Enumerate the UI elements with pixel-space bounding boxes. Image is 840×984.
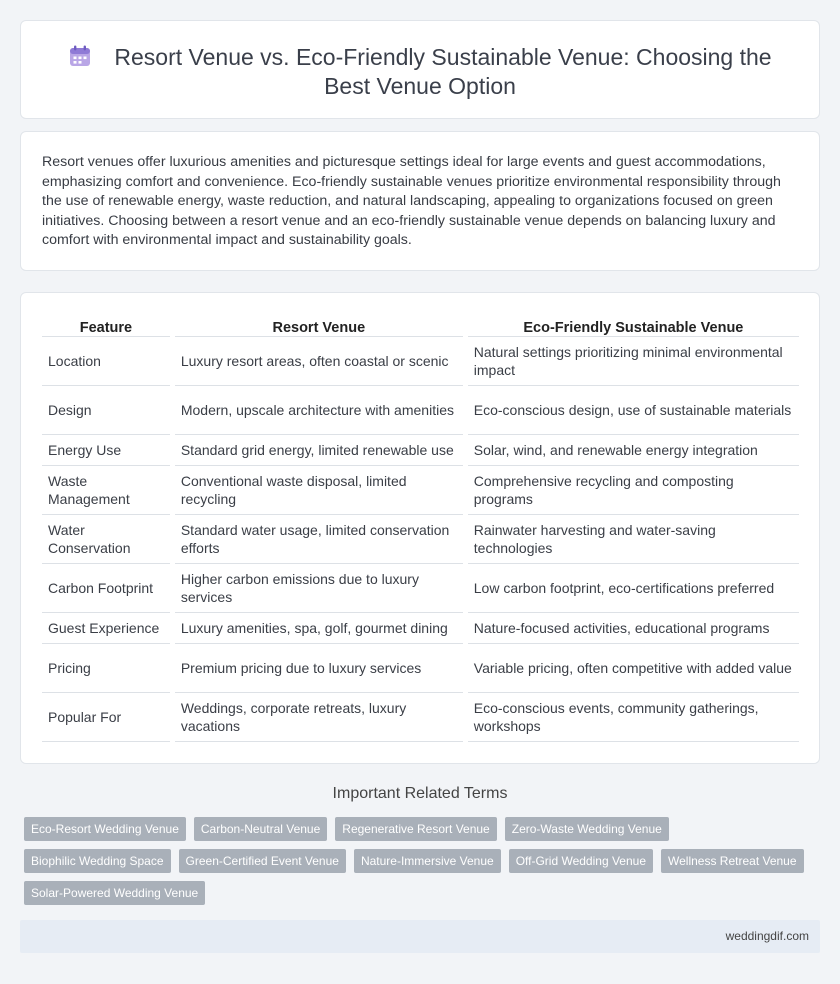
page-title: Resort Venue vs. Eco-Friendly Sustainable Venue: Choosing the Best Venue Option [114, 44, 772, 99]
table-row [42, 515, 799, 564]
eco-cell: Nature-focused activities, educational programs [468, 613, 799, 644]
related-term-tag[interactable]: Nature-Immersive Venue [354, 849, 501, 873]
table-row [42, 644, 799, 693]
feature-cell: Design [42, 386, 170, 435]
feature-cell: Guest Experience [42, 613, 170, 644]
feature-cell: Carbon Footprint [42, 564, 170, 613]
eco-cell: Eco-conscious design, use of sustainable materials [468, 386, 799, 435]
resort-cell: Standard water usage, limited conservation efforts [175, 515, 463, 564]
feature-cell: Popular For [42, 693, 170, 742]
header-eco-venue: Eco-Friendly Sustainable Venue [468, 315, 799, 337]
intro-card [20, 131, 820, 271]
feature-cell: Pricing [42, 644, 170, 693]
comparison-card [20, 292, 820, 764]
eco-cell: Low carbon footprint, eco-certifications preferred [468, 564, 799, 613]
header-resort-venue: Resort Venue [175, 315, 463, 337]
related-term-tag[interactable]: Regenerative Resort Venue [335, 817, 496, 841]
table-row [42, 613, 799, 644]
resort-cell: Modern, upscale architecture with amenities [175, 386, 463, 435]
related-term-tag[interactable]: Biophilic Wedding Space [24, 849, 171, 873]
header-card [20, 20, 820, 119]
table-row [42, 435, 799, 466]
table-row [42, 337, 799, 386]
resort-cell: Luxury amenities, spa, golf, gourmet dining [175, 613, 463, 644]
resort-cell: Conventional waste disposal, limited recycling [175, 466, 463, 515]
table-row [42, 693, 799, 742]
header-feature: Feature [42, 315, 170, 337]
related-terms-title: Important Related Terms [332, 785, 508, 802]
page-title-row [21, 43, 819, 101]
related-term-tag[interactable]: Zero-Waste Wedding Venue [505, 817, 669, 841]
related-term-tag[interactable]: Green-Certified Event Venue [179, 849, 346, 873]
resort-cell: Weddings, corporate retreats, luxury vacations [175, 693, 463, 742]
table-row [42, 386, 799, 435]
table-row [42, 466, 799, 515]
feature-cell: Energy Use [42, 435, 170, 466]
eco-cell: Eco-conscious events, community gatherings, workshops [468, 693, 799, 742]
eco-cell: Comprehensive recycling and composting programs [468, 466, 799, 515]
related-term-tag[interactable]: Carbon-Neutral Venue [194, 817, 327, 841]
eco-cell: Natural settings prioritizing minimal environmental impact [468, 337, 799, 386]
feature-cell: Waste Management [42, 466, 170, 515]
related-terms-tags [24, 817, 816, 905]
eco-cell: Rainwater harvesting and water-saving technologies [468, 515, 799, 564]
intro-paragraph: Resort venues offer luxurious amenities and picturesque settings ideal for large events and guest accommodations, emphasizing comfort and convenience. Eco-friendly sustainable venues prioritize environmental responsibility through the use of renewable energy, waste reduction, and natural landscaping, appealing to organizations focused on green initiatives. Choosing between a resort venue and an eco-friendly sustainable venue depends on balancing luxury and comfort with environmental impact and sustainability goals. [42, 154, 781, 248]
feature-cell: Location [42, 337, 170, 386]
comparison-table [37, 315, 804, 742]
related-term-tag[interactable]: Eco-Resort Wedding Venue [24, 817, 186, 841]
calendar-icon [68, 44, 92, 68]
related-term-tag[interactable]: Solar-Powered Wedding Venue [24, 881, 205, 905]
related-term-tag[interactable]: Off-Grid Wedding Venue [509, 849, 653, 873]
resort-cell: Standard grid energy, limited renewable use [175, 435, 463, 466]
footer-site-link[interactable]: weddingdif.com [725, 929, 809, 943]
eco-cell: Solar, wind, and renewable energy integration [468, 435, 799, 466]
eco-cell: Variable pricing, often competitive with added value [468, 644, 799, 693]
table-header-row [42, 315, 799, 337]
footer-bar [20, 920, 820, 953]
feature-cell: Water Conservation [42, 515, 170, 564]
resort-cell: Higher carbon emissions due to luxury services [175, 564, 463, 613]
resort-cell: Luxury resort areas, often coastal or scenic [175, 337, 463, 386]
table-row [42, 564, 799, 613]
related-term-tag[interactable]: Wellness Retreat Venue [661, 849, 804, 873]
resort-cell: Premium pricing due to luxury services [175, 644, 463, 693]
